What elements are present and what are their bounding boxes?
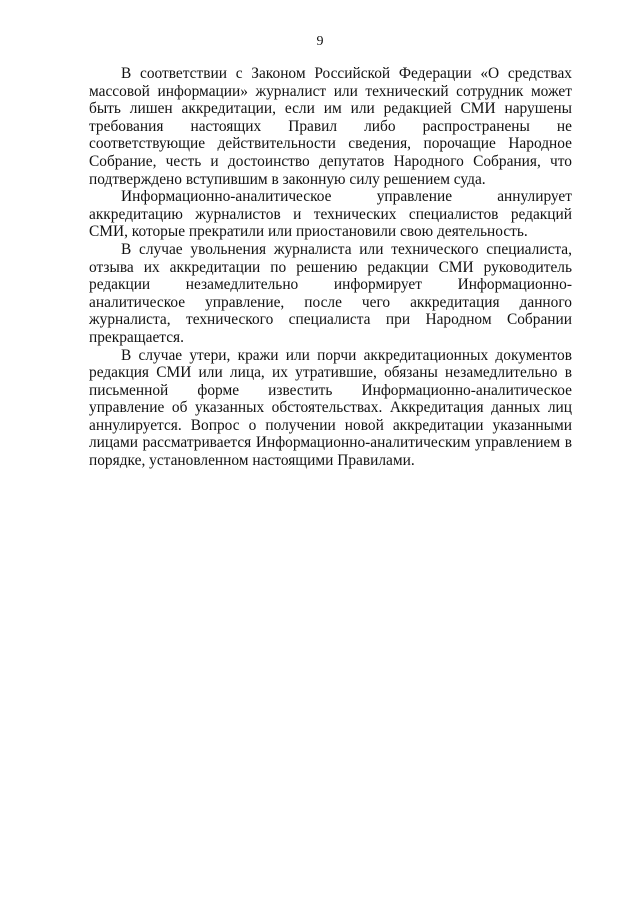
page-number: 9 <box>316 34 324 49</box>
paragraph-accreditation-revocation: В соответствии с Законом Российской Федерации «О средствах массовой информации» журналист или технический сотрудник может быть лишен аккредитации, если им или редакцией СМИ нарушены требования настоящих Правил либо распространены не соответствующие действительности сведения, порочащие Народное Собрание, честь и достоинство депутатов Народного Собрания, что подтверждено вступившим в законную силу решением суда. <box>89 65 572 188</box>
paragraph-lost-documents: В случае утери, кражи или порчи аккредитационных документов редакция СМИ или лица, их утратившие, обязаны незамедлительно в письменной форме известить Информационно-аналитическое управление об указанных обстоятельствах. Аккредитация данных лиц аннулируется. Вопрос о получении новой аккредитации указанными лицами рассматривается Информационно-аналитическим управлением в порядке, установленном настоящими Правилами. <box>89 346 572 470</box>
paragraph-accreditation-annulment: Информационно-аналитическое управление аннулирует аккредитацию журналистов и технических специалистов редакций СМИ, которые прекратили или приостановили свою деятельность. <box>89 188 572 241</box>
paragraph-dismissal: В случае увольнения журналиста или технического специалиста, отзыва их аккредитации по решению редакции СМИ руководитель редакции незамедлительно информирует Информационно-аналитическое управление, после чего аккредитация данного журналиста, технического специалиста при Народном Собрании прекращается. <box>89 240 572 346</box>
document-body <box>89 65 572 470</box>
